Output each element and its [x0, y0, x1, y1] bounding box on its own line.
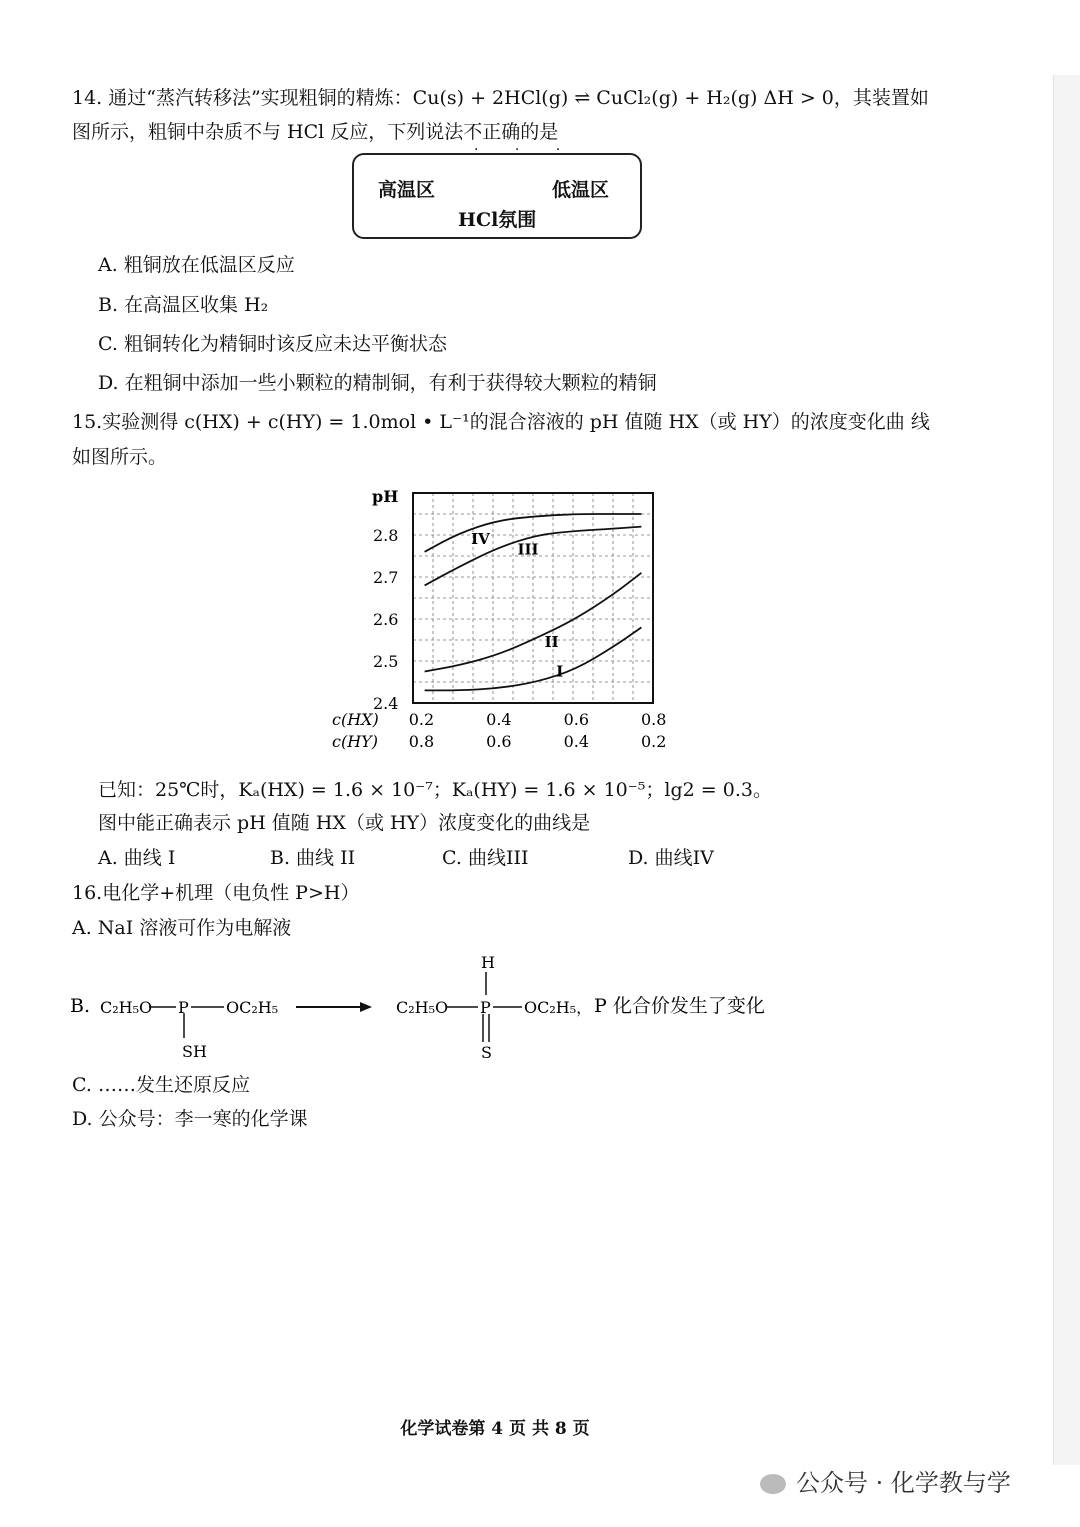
- q14-option-c: C. 粗铜转化为精铜时该反应未达平衡状态: [98, 333, 447, 355]
- q16-option-b-label: B.: [70, 995, 91, 1017]
- left-ethoxy-right: OC₂H₅: [226, 998, 279, 1017]
- q14-option-b: B. 在高温区收集 H₂: [98, 294, 269, 316]
- reaction-scheme: [60, 950, 820, 1070]
- q15-option-a: A. 曲线 I: [98, 847, 176, 869]
- x-row1-tick-label: 0.4: [486, 710, 512, 729]
- left-sh-group: SH: [182, 1042, 207, 1061]
- right-h-atom: H: [481, 953, 495, 972]
- left-ethoxy-left: C₂H₅O: [100, 998, 153, 1017]
- watermark: [760, 1463, 1011, 1498]
- page-edge: [1053, 75, 1080, 1465]
- q15-question: 图中能正确表示 pH 值随 HX（或 HY）浓度变化的曲线是: [98, 812, 591, 834]
- y-tick-label: 2.6: [373, 610, 399, 629]
- wechat-icon: [760, 1474, 786, 1494]
- arrow-head: [360, 1002, 372, 1012]
- x-row1-tick-label: 0.8: [641, 710, 667, 729]
- hcl-atmosphere-label: HCl氛围: [458, 209, 537, 231]
- y-tick-label: 2.8: [373, 526, 399, 545]
- high-temp-zone-label: 高温区: [378, 179, 436, 201]
- y-tick-label: 2.7: [373, 568, 399, 587]
- apparatus-box: [352, 153, 642, 239]
- left-phosphorus: P: [178, 998, 189, 1017]
- q14-option-d: D. 在粗铜中添加一些小颗粒的精制铜，有利于获得较大颗粒的精铜: [98, 372, 657, 394]
- q14-line2: 图所示，粗铜中杂质不与 HCl 反应，下列说法不正确的是: [72, 121, 559, 143]
- q16-title: 16.电化学+机理（电负性 P>H）: [72, 882, 360, 904]
- q14-line1: 14. 通过“蒸汽转移法”实现粗铜的精炼：Cu(s) + 2HCl(g) ⇌ CuCl₂(g) + H₂(g) ΔH > 0，其装置如: [72, 87, 929, 109]
- emphasis-dots: · · ·: [474, 142, 577, 158]
- q14-option-a: A. 粗铜放在低温区反应: [98, 254, 295, 276]
- curve-label-II: II: [544, 633, 559, 652]
- right-phosphorus: P: [480, 998, 491, 1017]
- q16-option-a: A. NaI 溶液可作为电解液: [72, 917, 292, 939]
- q16-option-c: C. ……发生还原反应: [72, 1074, 250, 1096]
- x-row2-label: c(HY): [332, 732, 378, 751]
- curve-label-I: I: [556, 662, 564, 681]
- q15-line1: 15.实验测得 c(HX) + c(HY) = 1.0mol • L⁻¹的混合溶液的 pH 值随 HX（或 HY）的浓度变化曲 线: [72, 411, 930, 433]
- q15-known: 已知：25℃时，Kₐ(HX) = 1.6 × 10⁻⁷；Kₐ(HY) = 1.6 × 10⁻⁵；lg2 = 0.3。: [98, 779, 772, 801]
- chart-grid: [413, 493, 653, 703]
- q16-option-d: D. 公众号：李一寒的化学课: [72, 1108, 308, 1130]
- low-temp-zone-label: 低温区: [552, 179, 610, 201]
- x-row1-tick-label: 0.6: [563, 710, 590, 729]
- q16-option-b-text: P 化合价发生了变化: [594, 995, 765, 1017]
- ph-chart: [320, 480, 680, 755]
- y-axis-label: pH: [372, 487, 399, 506]
- x-row1-tick-label: 0.2: [408, 710, 435, 729]
- y-tick-label: 2.5: [373, 652, 399, 671]
- page-footer: 化学试卷第 4 页 共 8 页: [400, 1419, 590, 1439]
- q15-option-c: C. 曲线III: [442, 847, 529, 869]
- curve-label-IV: IV: [471, 530, 490, 549]
- q15-option-d: D. 曲线IV: [628, 847, 714, 869]
- x-row2-tick-label: 0.2: [641, 732, 667, 751]
- right-s-atom: S: [481, 1043, 492, 1062]
- watermark-text: 公众号 · 化学教与学: [796, 1469, 1011, 1497]
- x-row2-tick-label: 0.6: [486, 732, 512, 751]
- q15-line2: 如图所示。: [72, 446, 168, 468]
- right-ethoxy-right: OC₂H₅，: [524, 998, 593, 1017]
- y-tick-label: 2.4: [373, 694, 399, 713]
- curve-label-III: III: [517, 540, 539, 559]
- q15-option-b: B. 曲线 II: [270, 847, 356, 869]
- y-tick-labels: [373, 526, 398, 713]
- x-tick-labels: [409, 710, 667, 751]
- right-ethoxy-left: C₂H₅O: [396, 998, 449, 1017]
- x-row2-tick-label: 0.4: [563, 732, 590, 751]
- x-row1-label: c(HX): [332, 710, 379, 729]
- x-row2-tick-label: 0.8: [408, 732, 435, 751]
